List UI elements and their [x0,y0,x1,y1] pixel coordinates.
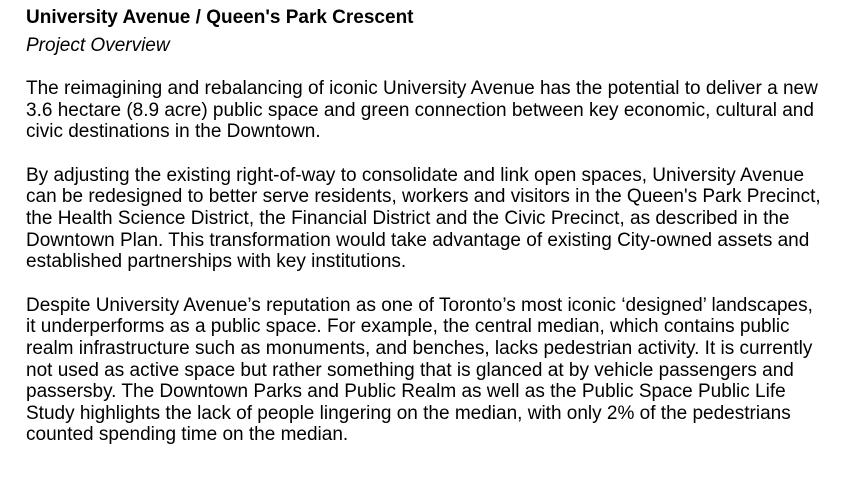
document-subtitle: Project Overview [26,35,170,56]
paragraph-right-of-way: By adjusting the existing right-of-way to consolidate and link open spaces, University Avenue can be redesigned to better serve residents, workers and visitors in the Queen's Park Precinct, the Health Science District, the Financial District and the Civic Precinct, as described in the Downtown Plan. This transformation would take advantage of existing City-owned assets and established partnerships with key institutions. [26,164,821,273]
document-title: University Avenue / Queen's Park Crescent [26,7,414,28]
paragraph-public-space: Despite University Avenue’s reputation as one of Toronto’s most iconic ‘designed’ landscapes, it underperforms as a public space. For example, the central median, which contains public realm infrastructure such as monuments, and benches, lacks pedestrian activity. It is currently not used as active space but rather something that is glanced at by vehicle passengers and passersby. The Downtown Parks and Public Realm as well as the Public Space Public Life Study highlights the lack of people lingering on the median, with only 2% of the pedestrians counted spending time on the median. [26,294,813,446]
paragraph-intro: The reimagining and rebalancing of iconic University Avenue has the potential to deliver a new 3.6 hectare (8.9 acre) public space and green connection between key economic, cultural and civic destinations in the Downtown. [26,78,818,143]
